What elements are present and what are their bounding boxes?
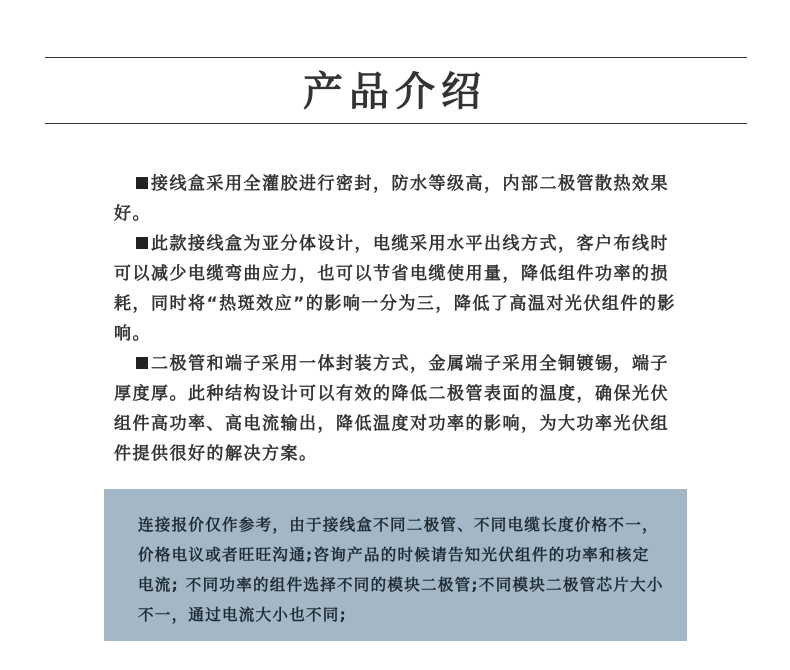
product-description [114,169,684,469]
title-bottom-rule [45,123,747,124]
paragraph-text: 接线盒采用全灌胶进行密封，防水等级高，内部二极管散热效果好。 [114,174,669,224]
bullet-square-icon [136,237,148,249]
paragraph-text: 此款接线盒为亚分体设计，电缆采用水平出线方式，客户布线时可以减少电缆弯曲应力，也可以节省电缆使用量，降低组件功率的损耗，同时将“热斑效应”的影响一分为三，降低了高温对光伏组件的影响。 [114,234,676,344]
pricing-note-text: 连接报价仅作参考，由于接线盒不同二极管、不同电缆长度价格不一，价格电议或者旺旺沟通;咨询产品的时候请告知光伏组件的功率和核定电流; 不同功率的组件选择不同的模块二极管;不同模块二极管芯片大小不一，通过电流大小也不同; [138,516,664,624]
description-paragraph-cable-design [114,229,684,349]
bullet-square-icon [136,357,148,369]
pricing-note-box [104,489,687,641]
description-paragraph-sealing [114,169,684,229]
bullet-square-icon [136,177,148,189]
paragraph-text: 二极管和端子采用一体封装方式，金属端子采用全铜镀锡，端子厚度厚。此种结构设计可以有效的降低二极管表面的温度，确保光伏组件高功率、高电流输出，降低温度对功率的影响，为大功率光伏组件提供很好的解决方案。 [114,354,669,464]
title-top-rule [45,57,747,58]
description-paragraph-diode-packaging [114,349,684,469]
page-title: 产品介绍 [303,69,487,115]
